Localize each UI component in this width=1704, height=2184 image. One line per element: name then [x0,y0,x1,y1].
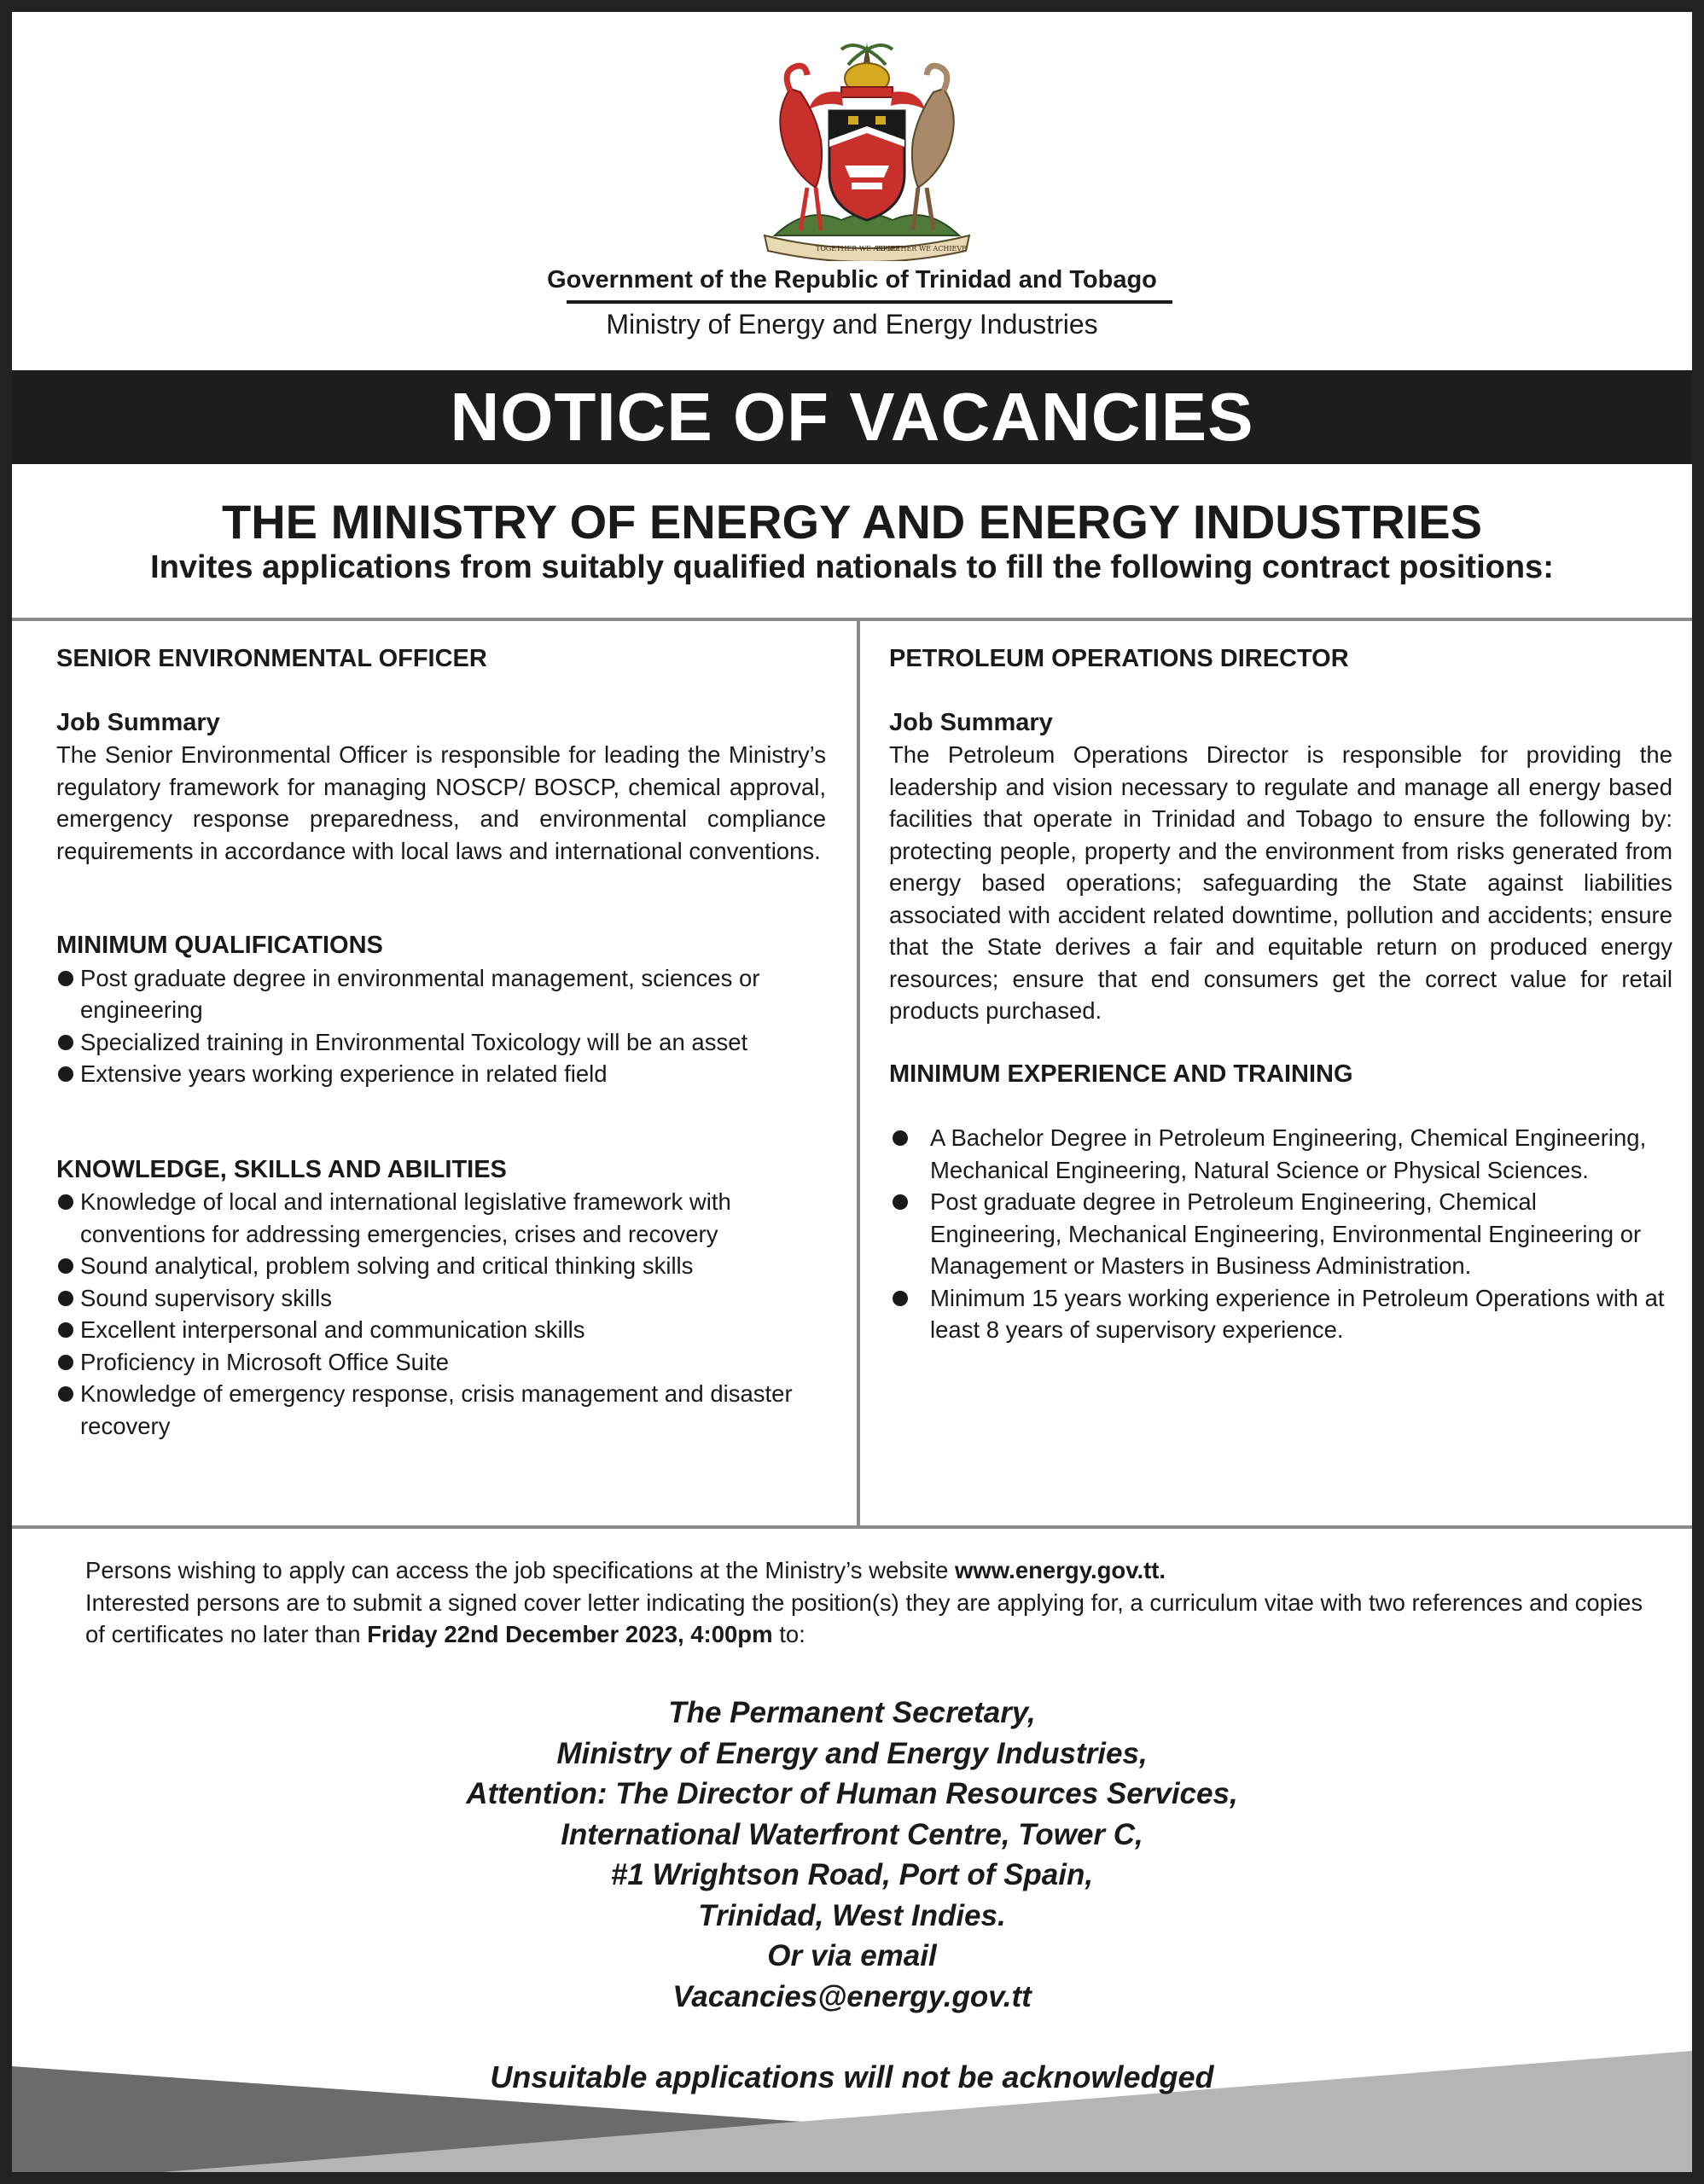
email-address[interactable]: Vacancies@energy.gov.tt [672,1979,1032,2013]
divider-column [857,621,860,1527]
address-line: Trinidad, West Indies. [698,1898,1006,1932]
banner-title: NOTICE OF VACANCIES [450,379,1254,455]
bullet-icon [58,1322,73,1338]
bullet-icon [893,1130,908,1146]
government-name: Government of the Republic of Trinidad and Tobago [547,266,1157,293]
skills-list [56,1186,826,1442]
job-summary-heading: Job Summary [56,708,220,736]
website-link[interactable]: www.energy.gov.tt. [955,1557,1166,1583]
bullet-icon [893,1291,908,1306]
bullet-icon [58,1066,73,1082]
list-item: Extensive years working experience in related field [56,1058,826,1090]
intro-subtitle: Invites applications from suitably qualified nationals to fill the following contract positions: [150,549,1554,585]
section-heading: MINIMUM QUALIFICATIONS [56,932,383,959]
list-item: Minimum 15 years working experience in Petroleum Operations with at least 8 years of supervisory experience. [889,1282,1672,1346]
list-item: Sound analytical, problem solving and critical thinking skills [56,1250,826,1282]
header-rule [567,300,1172,304]
deadline: Friday 22nd December 2023, 4:00pm [367,1621,773,1647]
submission-line: Interested persons are to submit a signed cover letter indicating the position(s) they are applying for, a curriculum vitae with two references and copies of certificates no later than Friday 22nd December 2023, 4:00pm to: [85,1589,1643,1647]
address-line: Attention: The Director of Human Resources Services, [466,1777,1238,1810]
position-petroleum-operations-director [889,643,1672,1346]
list-item: Post graduate degree in environmental management, sciences or engineering [56,962,826,1026]
section-heading: MINIMUM EXPERIENCE AND TRAINING [889,1060,1353,1088]
divider-bottom [12,1525,1692,1529]
list-item: Specialized training in Environmental Toxicology will be an asset [56,1026,826,1059]
notice-banner [12,370,1692,464]
list-item: Post graduate degree in Petroleum Engineering, Chemical Engineering, Mechanical Engineering, Environmental Engineering or Management or Masters in Business Administration. [889,1186,1672,1282]
intro-title: THE MINISTRY OF ENERGY AND ENERGY INDUSTRIES [222,495,1482,549]
bullet-icon [893,1194,908,1210]
address-line: #1 Wrightson Road, Port of Spain, [610,1858,1094,1891]
divider-top [12,618,1692,621]
list-item: Knowledge of emergency response, crisis management and disaster recovery [56,1378,826,1442]
ministry-name: Ministry of Energy and Energy Industries [606,309,1098,340]
address-line: Or via email [767,1939,937,1972]
coat-of-arms-icon [756,38,978,261]
bullet-icon [58,1386,73,1402]
list-item: A Bachelor Degree in Petroleum Engineering, Chemical Engineering, Mechanical Engineering, Natural Science or Physical Sciences. [889,1122,1672,1186]
bullet-icon [58,1258,73,1274]
application-instructions [85,1554,1655,1651]
job-summary-text: The Petroleum Operations Director is responsible for providing the leadership and vision necessary to regulate and manage all energy based facilities that operate in Trinidad and Tobago to ensure the following by: protecting people, property and the environment from risks generated from energy based operations; safeguarding the State against liabilities associated with accident related downtime, pollution and accidents; ensure that the State derives a fair and equitable return on produced energy resources; ensure that end consumers get the correct value for retail products purchased. [889,741,1672,1024]
bullet-icon [58,1035,73,1050]
address-line: International Waterfront Centre, Tower C, [561,1817,1143,1851]
qualifications-list [56,962,826,1090]
bullet-icon [58,1355,73,1370]
bullet-icon [58,1291,73,1306]
position-title: SENIOR ENVIRONMENTAL OFFICER [56,645,487,672]
bullet-icon [58,971,73,986]
job-summary-text: The Senior Environmental Officer is responsible for leading the Ministry’s regulatory framework for managing NOSCP/ BOSCP, chemical approval, emergency response preparedness, and environmental compliance requirements in accordance with local laws and international conventions. [56,741,826,864]
section-heading: KNOWLEDGE, SKILLS AND ABILITIES [56,1155,507,1183]
list-item: Sound supervisory skills [56,1282,826,1315]
closing-note: Unsuitable applications will not be acknowledged [490,2059,1214,2094]
svg-text:TOGETHER WE ASPIRE: TOGETHER WE ASPIRE [816,245,901,253]
svg-text:TOGETHER WE ACHIEVE: TOGETHER WE ACHIEVE [875,245,967,253]
mailing-address [12,1693,1692,2017]
position-title: PETROLEUM OPERATIONS DIRECTOR [889,645,1349,672]
list-item: Excellent interpersonal and communication skills [56,1314,826,1346]
address-line: The Permanent Secretary, [668,1696,1036,1729]
list-item: Knowledge of local and international legislative framework with conventions for addressing emergencies, crises and recovery [56,1186,826,1250]
bullet-icon [58,1194,73,1210]
job-summary-heading: Job Summary [889,708,1053,736]
list-item: Proficiency in Microsoft Office Suite [56,1346,826,1379]
experience-list [889,1122,1672,1346]
address-line: Ministry of Energy and Energy Industries, [556,1736,1148,1770]
position-senior-environmental-officer [56,643,826,1442]
website-line: Persons wishing to apply can access the job specifications at the Ministry’s website www.energy.gov.tt. [85,1557,1166,1583]
